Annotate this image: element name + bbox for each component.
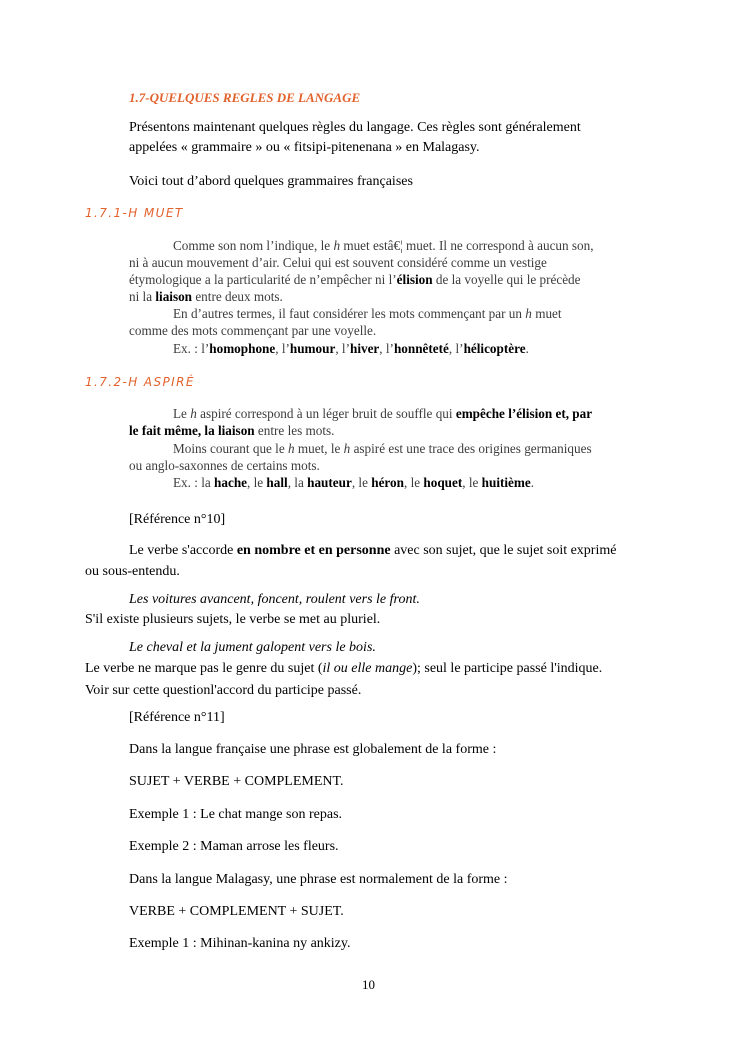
accord-example-2: Le cheval et la jument galopent vers le bois.: [129, 640, 376, 655]
accord-line-5: Voir sur cette questionl'accord du participe passé.: [85, 683, 362, 698]
h-muet-title: 1.7.1-H MUET: [85, 206, 184, 220]
h-aspire-p2-line2: ou anglo-saxonnes de certains mots.: [129, 458, 320, 473]
reference-10: [Référence n°10]: [129, 512, 226, 527]
h-aspire-p1-line1: Le h aspiré correspond à un léger bruit de souffle qui empêche l’élision et, par: [173, 406, 593, 421]
h-aspire-title: 1.7.2-H ASPIRÉ: [85, 375, 195, 389]
h-aspire-p2-line1: Moins courant que le h muet, le h aspiré est une trace des origines germaniques: [173, 441, 592, 456]
french-example-2: Exemple 2 : Maman arrose les fleurs.: [129, 839, 339, 854]
h-muet-p2-line1: En d’autres termes, il faut considérer les mots commençant par un h muet: [173, 306, 562, 321]
accord-line-3: S'il existe plusieurs sujets, le verbe se met au pluriel.: [85, 612, 381, 627]
h-muet-p2-line2: comme des mots commençant par une voyelle.: [129, 323, 377, 338]
french-example-1: Exemple 1 : Le chat mange son repas.: [129, 807, 343, 822]
page-number: 10: [362, 977, 375, 992]
accord-example-1: Les voitures avancent, foncent, roulent vers le front.: [129, 592, 420, 607]
h-aspire-p1-line2: le fait même, la liaison entre les mots.: [129, 423, 335, 438]
accord-line-1: Le verbe s'accorde en nombre et en personne avec son sujet, que le sujet soit exprimé: [129, 543, 617, 558]
h-muet-p1-line1: Comme son nom l’indique, le h muet estâ€¦ muet. Il ne correspond à aucun son,: [173, 238, 594, 253]
accord-line-4: Le verbe ne marque pas le genre du sujet (il ou elle mange); seul le participe passé l'indique.: [85, 661, 603, 676]
reference-11: [Référence n°11]: [129, 710, 225, 725]
intro-line-1: Présentons maintenant quelques règles du langage. Ces règles sont généralement: [129, 120, 581, 135]
h-muet-p1-line2: ni à aucun mouvement d’air. Celui qui est souvent considéré comme un vestige: [129, 255, 547, 270]
h-muet-example: Ex. : l’homophone, l’humour, l’hiver, l’honnêteté, l’hélicoptère.: [173, 341, 529, 356]
accord-line-2: ou sous-entendu.: [85, 564, 180, 579]
intro-line-2: appelées « grammaire » ou « fitsipi-pitenenana » en Malagasy.: [129, 140, 480, 155]
intro-line-3: Voici tout d’abord quelques grammaires françaises: [129, 174, 413, 189]
h-muet-p1-line4: ni la liaison entre deux mots.: [129, 289, 283, 304]
french-syntax-form: SUJET + VERBE + COMPLEMENT.: [129, 774, 344, 789]
malagasy-example-1: Exemple 1 : Mihinan-kanina ny ankizy.: [129, 936, 351, 951]
french-syntax-intro: Dans la langue française une phrase est globalement de la forme :: [129, 742, 497, 757]
h-muet-p1-line3: étymologique a la particularité de n’empêcher ni l’élision de la voyelle qui le précède: [129, 272, 581, 287]
section-title: 1.7-QUELQUES REGLES DE LANGAGE: [129, 90, 361, 105]
h-aspire-example: Ex. : la hache, le hall, la hauteur, le héron, le hoquet, le huitième.: [173, 475, 535, 490]
malagasy-syntax-intro: Dans la langue Malagasy, une phrase est normalement de la forme :: [129, 872, 508, 887]
malagasy-syntax-form: VERBE + COMPLEMENT + SUJET.: [129, 904, 344, 919]
